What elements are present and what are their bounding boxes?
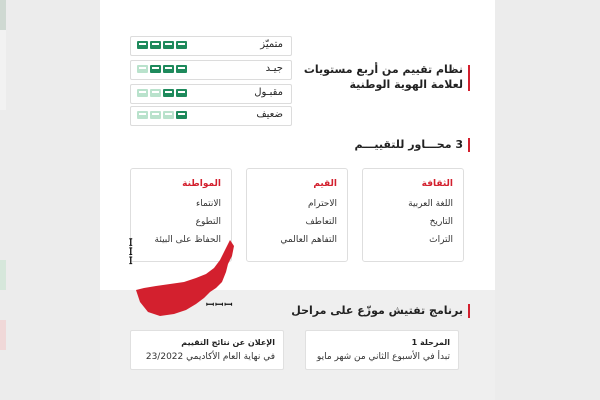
rating-label: ضعيف	[256, 109, 283, 120]
stage-title: المرحلة 1	[411, 338, 450, 347]
card-title: الثقافة	[421, 179, 453, 189]
brand-logo: ꟷꟷꟷ	[124, 238, 135, 266]
rating-label: متميّز	[260, 39, 283, 50]
brand-logo: ꟷꟷꟷ	[206, 300, 234, 311]
rating-icons	[137, 65, 187, 73]
book-icon	[137, 41, 148, 49]
infographic-page	[100, 0, 495, 400]
book-icon	[163, 65, 174, 73]
section-marker	[468, 138, 470, 152]
book-icon	[176, 111, 187, 119]
rating-icons	[137, 41, 187, 49]
card-title: القيم	[313, 179, 337, 189]
background-left	[0, 0, 100, 400]
section-marker	[468, 304, 470, 318]
rating-label: مقبـول	[254, 87, 283, 98]
book-icon	[137, 89, 148, 97]
rating-label: جيـد	[265, 63, 283, 74]
stage-card-2	[130, 330, 284, 370]
book-icon	[176, 41, 187, 49]
axes-title: 3 محـــاور للتقييـــم	[354, 138, 463, 151]
ratings-title: نظام تقييم من أربع مستويات لعلامة الهوية الوطنية	[303, 63, 463, 91]
card-item: التطوع	[195, 217, 221, 227]
book-icon	[150, 111, 161, 119]
axis-card-values	[246, 168, 348, 262]
book-icon	[176, 65, 187, 73]
rating-icons	[137, 111, 187, 119]
card-item: الانتماء	[195, 199, 221, 209]
card-item: التاريخ	[429, 217, 453, 227]
book-icon	[163, 41, 174, 49]
card-item: التعاطف	[305, 217, 337, 227]
book-icon	[163, 89, 174, 97]
book-icon	[163, 111, 174, 119]
stage-desc: تبدأ في الأسبوع الثاني من شهر مايو	[316, 352, 450, 362]
book-icon	[150, 89, 161, 97]
card-item: الاحترام	[308, 199, 337, 209]
rating-level-weak	[130, 106, 292, 126]
rating-level-excellent	[130, 36, 292, 56]
stage-title: الإعلان عن نتائج التقييم	[181, 338, 275, 347]
section-marker	[468, 65, 470, 91]
stage-card-1	[305, 330, 459, 370]
program-title: برنامج تفتيش موزّع على مراحل	[291, 304, 463, 317]
card-title: المواطنة	[182, 179, 221, 189]
book-icon	[137, 65, 148, 73]
background-right	[495, 0, 600, 400]
book-icon	[137, 111, 148, 119]
axis-card-culture	[362, 168, 464, 262]
rating-level-good	[130, 60, 292, 80]
book-icon	[150, 65, 161, 73]
card-item: اللغة العربية	[408, 199, 453, 209]
rating-level-acceptable	[130, 84, 292, 104]
book-icon	[150, 41, 161, 49]
card-item: التراث	[429, 235, 453, 245]
stage-desc: في نهاية العام الأكاديمي 23/2022	[145, 352, 275, 362]
card-item: التفاهم العالمي	[280, 235, 337, 245]
book-icon	[176, 89, 187, 97]
rating-icons	[137, 89, 187, 97]
card-item: الحفاظ على البيئة	[154, 235, 221, 245]
